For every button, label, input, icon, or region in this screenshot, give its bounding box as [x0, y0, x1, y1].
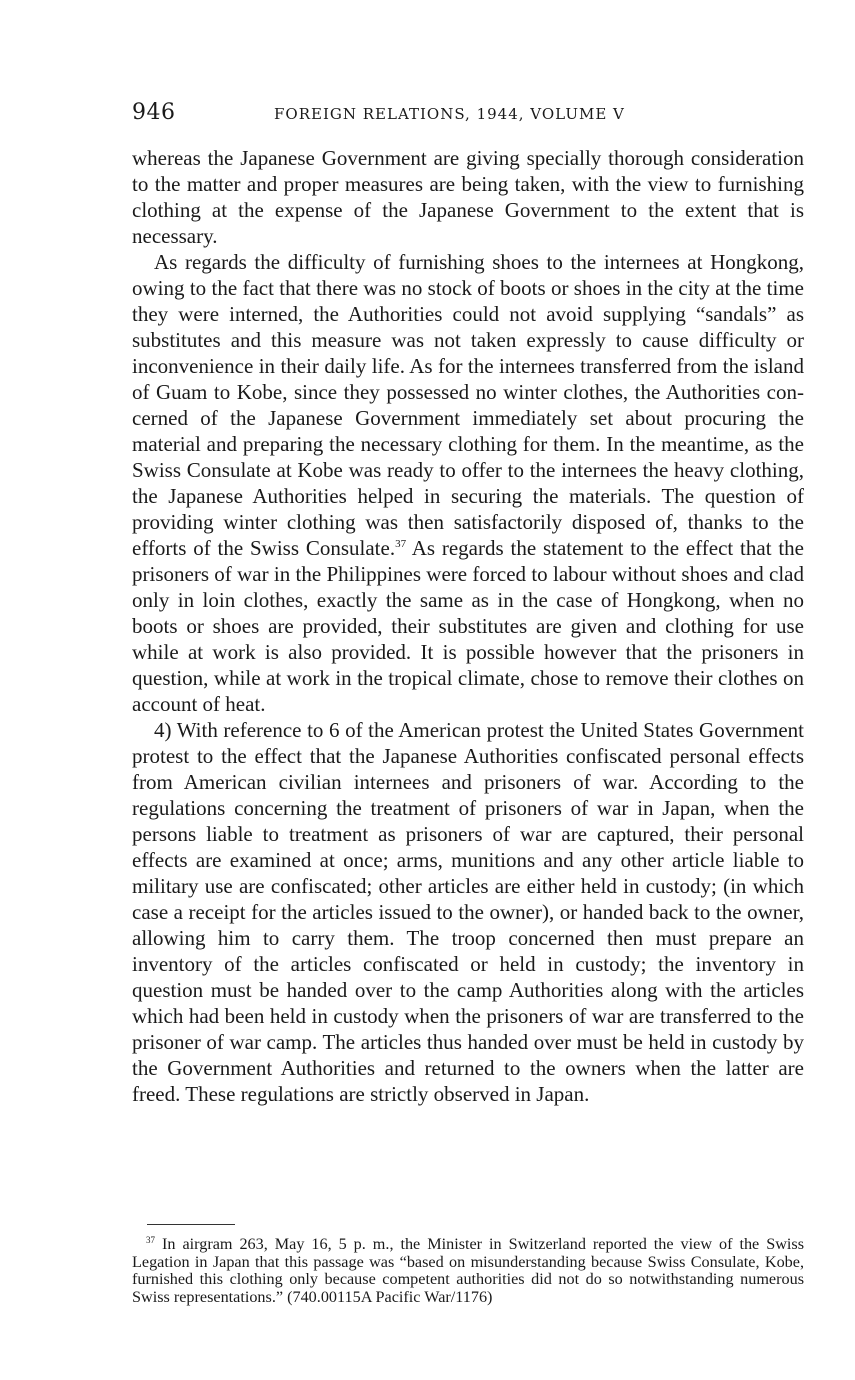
running-head: [132, 100, 804, 130]
running-title: FOREIGN RELATIONS, 1944, VOLUME V: [274, 105, 625, 123]
paragraph-text: As regards the difficulty of furnishing shoes to the internees at Hongkong, owing to the fact that there was no stock of boots or shoes in the city at the time they were interned, the Authorities could not avoid supplying “sandals” as substitutes and this measure was not taken expressly to cause difficulty or inconvenience in their daily life. As for the internees transferred from the island of Guam to Kobe, since they possessed no winter clothes, the Authorities concerned of the Japanese Government immediately set about procuring the material and preparing the necessary clothing for them. In the meantime, as the Swiss Consulate at Kobe was ready to offer to the internees the heavy clothing, the Japanese Authorities helped in securing the materials. The question of providing winter clothing was then satisfactorily disposed of, thanks to the efforts of the Swiss Consulate.: [132, 250, 804, 560]
footnote-divider: [147, 1224, 235, 1225]
paragraph-personal-effects: 4) With reference to 6 of the American protest the United States Government protest to the effect that the Japanese Authorities confiscated personal effects from American civilian internees and prisoners of war. According to the regulations concerning the treatment of prisoners of war in Japan, when the persons liable to treatment as prisoners of war are captured, their personal effects are examined at once; arms, munitions and any other article liable to military use are confiscated; other articles are either held in custody; (in which case a receipt for the articles issued to the owner), or handed back to the owner, allowing him to carry them. The troop concerned then must prepare an inventory of the articles confiscated or held in custody; the inventory in question must be handed over to the camp Authorities along with the articles which had been held in custody when the prisoners of war are transferred to the prisoner of war camp. The articles thus handed over must be held in custody by the Government Authorities and returned to the owners when the latter are freed. These regulations are strictly observed in Japan.: [132, 718, 804, 1106]
page-number: 946: [132, 100, 176, 125]
footnote-37: [132, 1236, 804, 1306]
body-text: [132, 145, 804, 1107]
paragraph-continuation: whereas the Japanese Government are giving specially thorough consideration to the matter and proper measures are being taken, with the view to furnishing clothing at the expense of the Japanese Government to the extent that is necessary.: [132, 146, 804, 248]
footnote-reference[interactable]: 37: [395, 538, 407, 550]
paragraph-text: As regards the statement to the effect that the prisoners of war in the Philippines were forced to labour without shoes and clad only in loin clothes, exactly the same as in the case of Hongkong, when no boots or shoes are provided, their substitutes are given and clothing for use while at work is also provided. It is possible however that the prisoners in question, while at work in the tropical climate, chose to remove their clothes on account of heat.: [132, 536, 804, 716]
footnote-number: 37: [146, 1235, 155, 1245]
paragraph-clothing: [132, 249, 804, 717]
footnote-text: In airgram 263, May 16, 5 p. m., the Minister in Switzerland reported the view of the Swiss Legation in Japan that this passage was “based on misunderstanding because Swiss Consulate, Kobe, furnished this clothing only because competent authorities did not do so notwithstanding numerous Swiss representations.” (740.00115A Pacific War/1176): [132, 1235, 804, 1306]
